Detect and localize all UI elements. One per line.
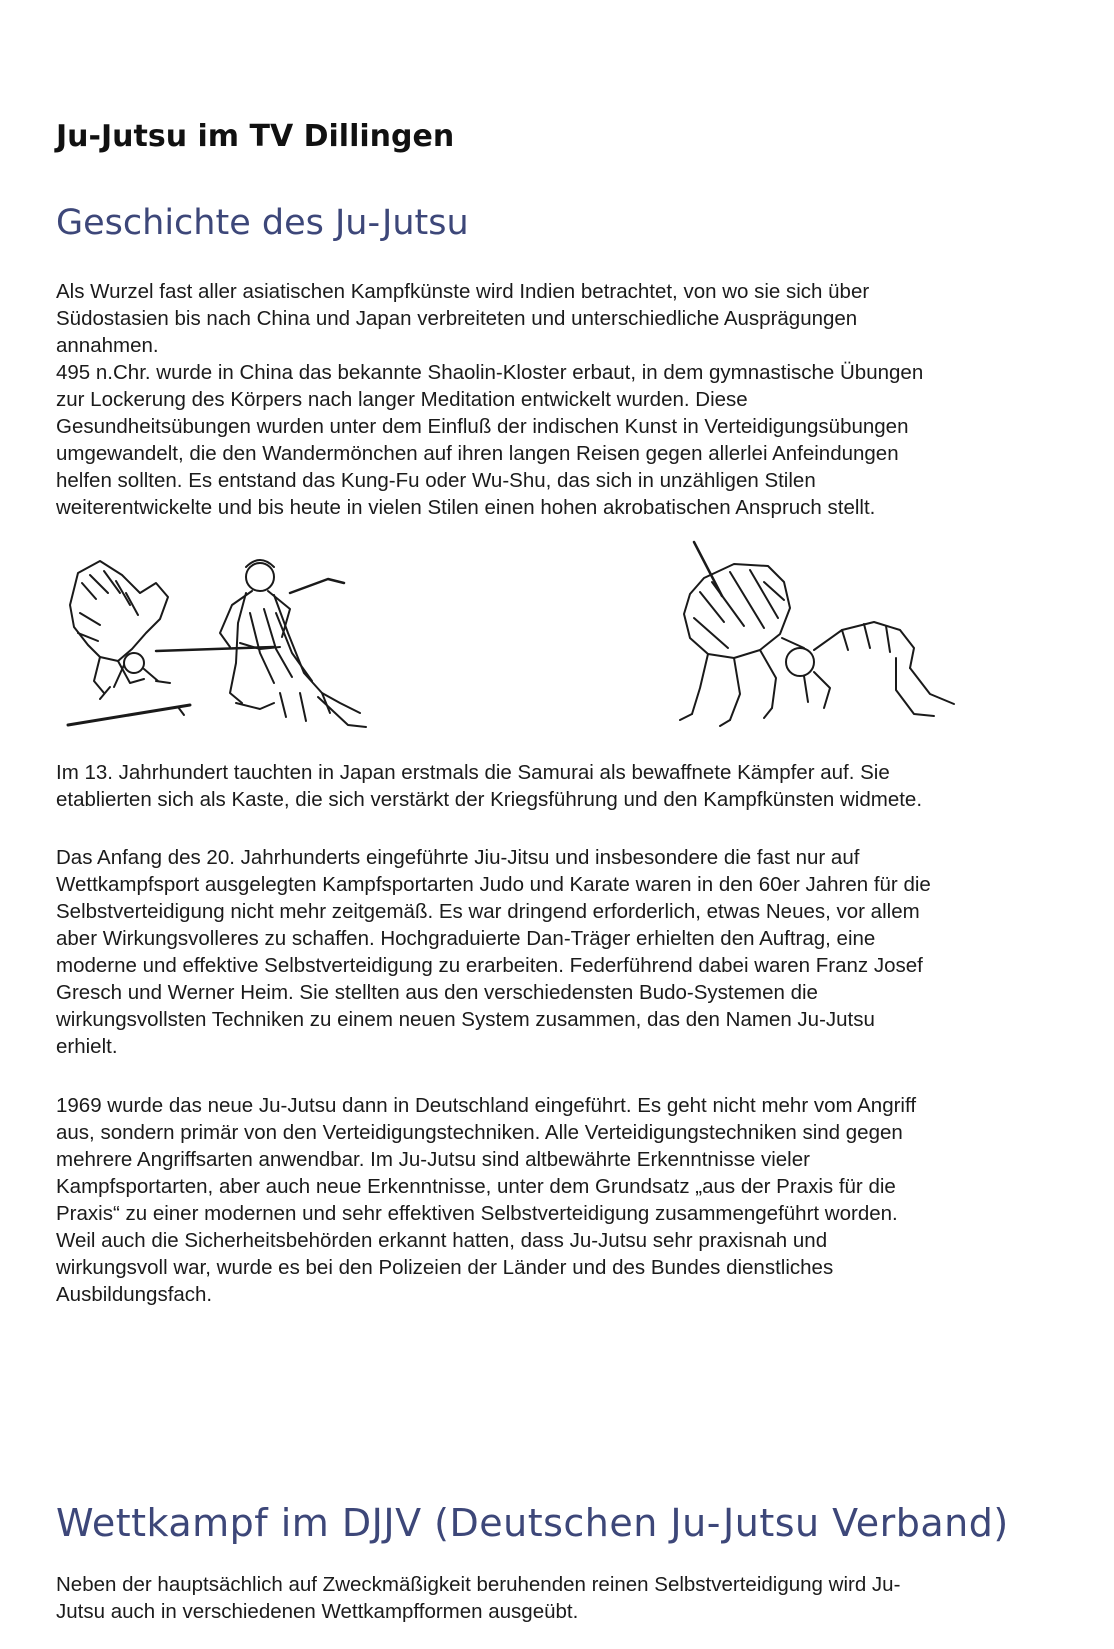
text-line: Ausbildungsfach. bbox=[56, 1283, 213, 1306]
text-line: etablierten sich als Kaste, die sich verstärkt der Kriegsführung und den Kampfkünsten widmete. bbox=[56, 788, 923, 811]
samurai-sword-fight-illustration bbox=[60, 553, 370, 733]
text-line: Südostasien bis nach China und Japan verbreiteten und unterschiedliche Ausprägungen bbox=[56, 307, 858, 330]
text-line: aus, sondern primär von den Verteidigungstechniken. Alle Verteidigungstechniken sind gegen bbox=[56, 1121, 903, 1144]
text-line: zur Lockerung des Körpers nach langer Meditation entwickelt wurden. Diese bbox=[56, 388, 748, 411]
text-line: Gesundheitsübungen wurden unter dem Einfluß der indischen Kunst in Verteidigungsübungen bbox=[56, 415, 909, 438]
text-line: wirkungsvoll war, wurde es bei den Polizeien der Länder und des Bundes dienstliches bbox=[56, 1256, 834, 1279]
text-line: Das Anfang des 20. Jahrhunderts eingeführte Jiu-Jitsu und insbesondere die fast nur auf bbox=[56, 846, 860, 869]
text-line: mehrere Angriffsarten anwendbar. Im Ju-Jutsu sind altbewährte Erkenntnisse vieler bbox=[56, 1148, 810, 1171]
text-line: Kampfsportarten, aber auch neue Erkenntnisse, unter dem Grundsatz „aus der Praxis für die bbox=[56, 1175, 896, 1198]
text-line: Im 13. Jahrhundert tauchten in Japan erstmals die Samurai als bewaffnete Kämpfer auf. Sie bbox=[56, 761, 890, 784]
text-line: 495 n.Chr. wurde in China das bekannte Shaolin-Kloster erbaut, in dem gymnastische Übungen bbox=[56, 361, 924, 384]
samurai-grappling-illustration bbox=[664, 538, 964, 733]
text-line: umgewandelt, die den Wandermönchen auf ihren langen Reisen gegen allerlei Anfeindungen bbox=[56, 442, 899, 465]
paragraph-jiu-jitsu bbox=[56, 844, 1066, 1060]
paragraph-1969 bbox=[56, 1092, 1066, 1308]
text-line: Als Wurzel fast aller asiatischen Kampfkünste wird Indien betrachtet, von wo sie sich über bbox=[56, 280, 870, 303]
text-line: wirkungsvollsten Techniken zu einem neuen System zusammen, das den Namen Ju-Jutsu bbox=[56, 1008, 875, 1031]
text-line: weiterentwickelte und bis heute in vielen Stilen einen hohen akrobatischen Anspruch stellt. bbox=[56, 496, 876, 519]
text-line: Neben der hauptsächlich auf Zweckmäßigkeit beruhenden reinen Selbstverteidigung wird Ju- bbox=[56, 1573, 901, 1596]
text-line: Wettkampfsport ausgelegten Kampfsportarten Judo und Karate waren in den 60er Jahren für die bbox=[56, 873, 931, 896]
paragraph-samurai bbox=[56, 759, 1066, 813]
text-line: helfen sollten. Es entstand das Kung-Fu oder Wu-Shu, das sich in unzähligen Stilen bbox=[56, 469, 816, 492]
text-line: Weil auch die Sicherheitsbehörden erkannt hatten, dass Ju-Jutsu sehr praxisnah und bbox=[56, 1229, 828, 1252]
text-line: Selbstverteidigung nicht mehr zeitgemäß. Es war dringend erforderlich, etwas Neues, vor allem bbox=[56, 900, 920, 923]
text-line: Praxis“ zu einer modernen und sehr effektiven Selbstverteidigung zusammengeführt worden. bbox=[56, 1202, 898, 1225]
text-line: erhielt. bbox=[56, 1035, 118, 1058]
text-line: Jutsu auch in verschiedenen Wettkampfformen ausgeübt. bbox=[56, 1600, 579, 1623]
samurai-grappling-icon bbox=[664, 538, 964, 733]
text-line: Gresch und Werner Heim. Sie stellten aus den verschiedensten Budo-Systemen die bbox=[56, 981, 818, 1004]
samurai-sword-fight-icon bbox=[60, 553, 370, 733]
paragraph-origins bbox=[56, 278, 1066, 521]
text-line: 1969 wurde das neue Ju-Jutsu dann in Deutschland eingeführt. Es geht nicht mehr vom Angriff bbox=[56, 1094, 917, 1117]
section-heading-competition: Wettkampf im DJJV (Deutschen Ju-Jutsu Verband) bbox=[56, 1501, 1009, 1545]
text-line: aber Wirkungsvolleres zu schaffen. Hochgraduierte Dan-Träger erhielten den Auftrag, eine bbox=[56, 927, 876, 950]
section-heading-history: Geschichte des Ju-Jutsu bbox=[56, 203, 469, 243]
text-line: moderne und effektive Selbstverteidigung zu erarbeiten. Federführend dabei waren Franz Josef bbox=[56, 954, 923, 977]
text-line: annahmen. bbox=[56, 334, 159, 357]
page-title: Ju-Jutsu im TV Dillingen bbox=[56, 119, 455, 154]
paragraph-competition bbox=[56, 1571, 1066, 1625]
